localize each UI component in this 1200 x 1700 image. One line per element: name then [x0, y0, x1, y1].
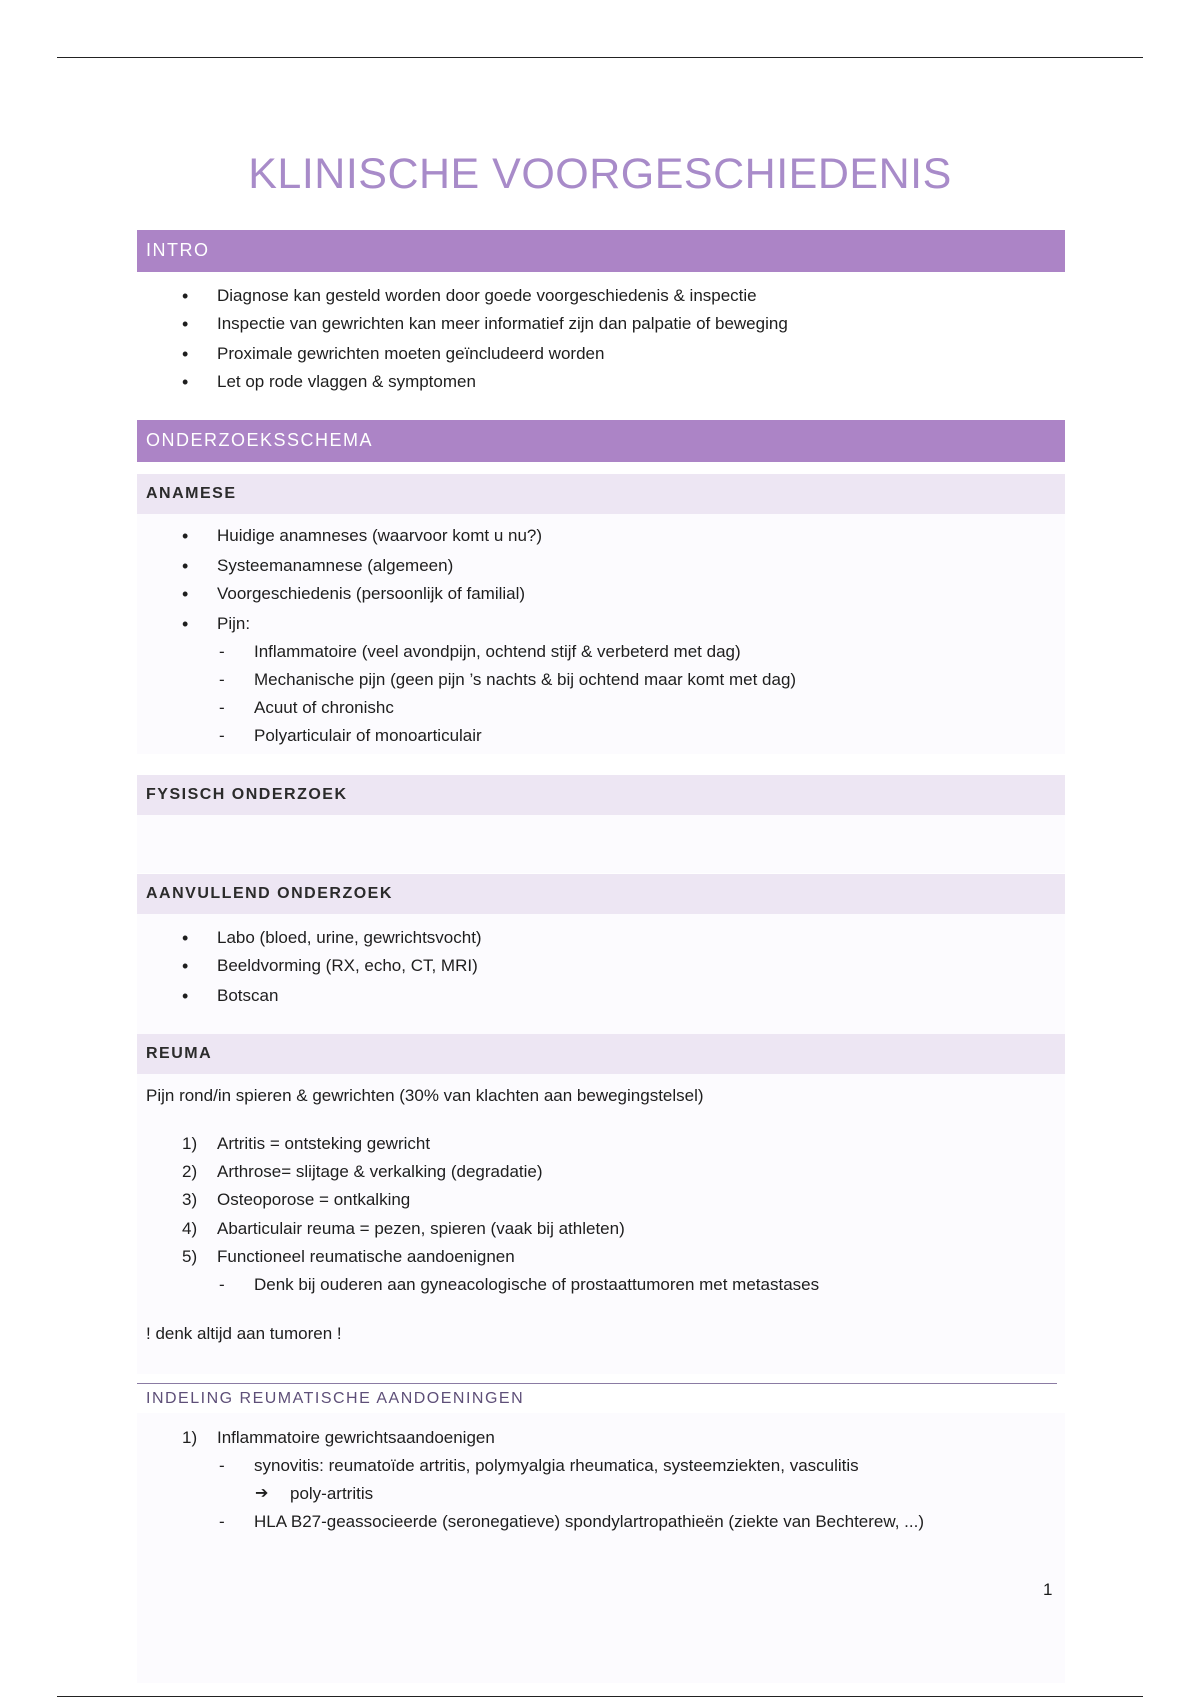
heading-intro: INTRO	[137, 230, 1065, 272]
dash-icon: -	[219, 1456, 225, 1475]
dash-icon: -	[219, 642, 225, 661]
heading-reuma: REUMA	[137, 1034, 1065, 1074]
bullet-icon: •	[182, 286, 189, 306]
heading-indeling-reumatische-aandoeningen: INDELING REUMATISCHE AANDOENINGEN	[137, 1383, 1057, 1413]
dash-icon: -	[219, 1275, 225, 1294]
heading-fysisch-onderzoek: FYSISCH ONDERZOEK	[137, 775, 1065, 815]
top-rule	[57, 57, 1143, 58]
section-background	[137, 815, 1065, 873]
bullet-icon: •	[182, 928, 189, 948]
bullet-icon: •	[182, 314, 189, 334]
bullet-icon: •	[182, 526, 189, 546]
dash-icon: -	[219, 670, 225, 689]
bullet-icon: •	[182, 372, 189, 392]
dash-icon: -	[219, 1512, 225, 1531]
bullet-icon: •	[182, 584, 189, 604]
heading-onderzoeksschema: ONDERZOEKSSCHEMA	[137, 420, 1065, 462]
bullet-icon: •	[182, 614, 189, 634]
dash-icon: -	[219, 726, 225, 745]
heading-aanvullend-onderzoek: AANVULLEND ONDERZOEK	[137, 874, 1065, 914]
bullet-icon: •	[182, 556, 189, 576]
reuma-note: ! denk altijd aan tumoren !	[146, 1324, 342, 1343]
page-title: KLINISCHE VOORGESCHIEDENIS	[248, 150, 952, 198]
arrow-right-icon: ➔	[255, 1485, 269, 1502]
bullet-icon: •	[182, 956, 189, 976]
heading-anamese: ANAMESE	[137, 474, 1065, 514]
dash-icon: -	[219, 698, 225, 717]
bullet-icon: •	[182, 344, 189, 364]
reuma-intro: Pijn rond/in spieren & gewrichten (30% van klachten aan bewegingstelsel)	[146, 1086, 704, 1105]
page-number: 1	[1043, 1580, 1053, 1599]
bottom-rule	[57, 1696, 1143, 1697]
bullet-icon: •	[182, 986, 189, 1006]
